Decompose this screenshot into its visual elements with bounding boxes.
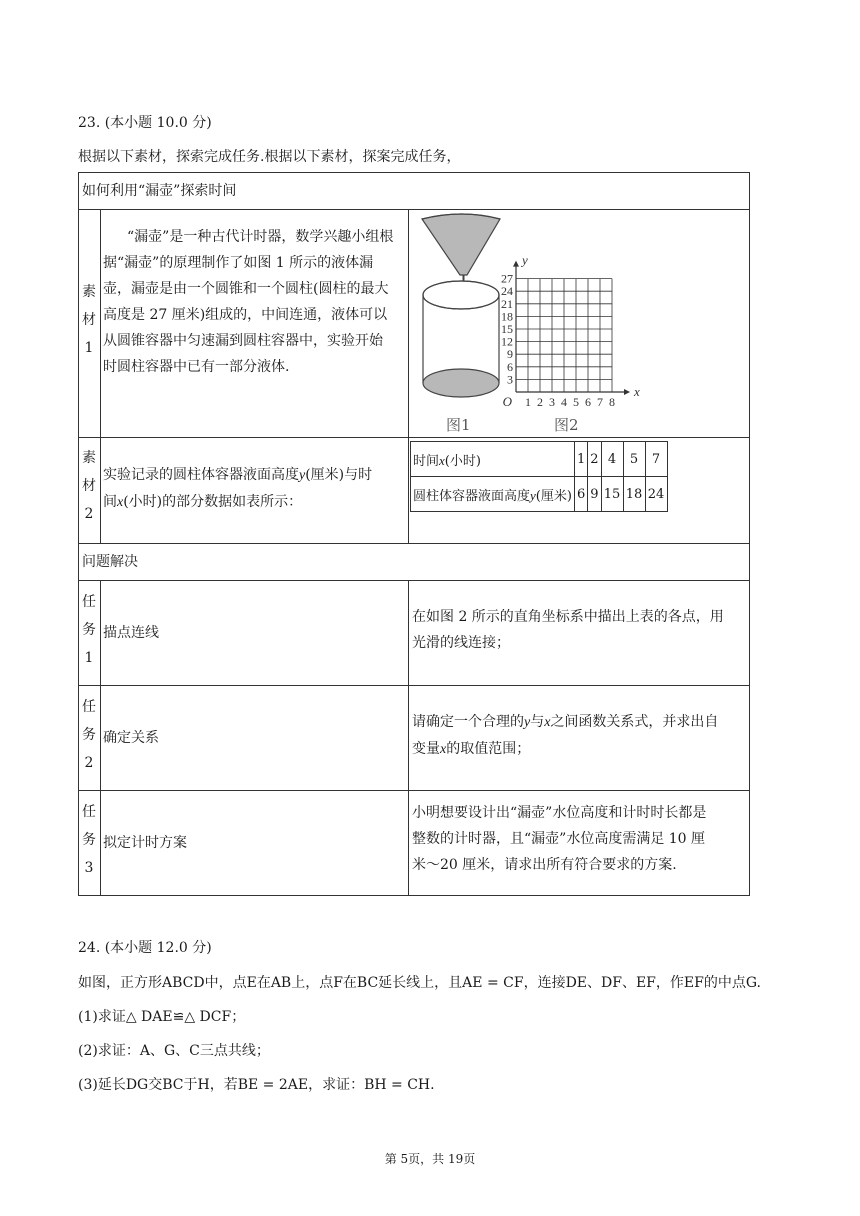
task2-label: 任 务 2 [82,699,96,771]
y-tick-label: 12 [501,334,513,349]
figure2-coordinate-grid [490,232,640,412]
cell-x4: 5 [623,442,645,477]
q24-stem: 如图，正方形ABCD中，点E在AB上，点F在BC延长线上，且AE = CF，连接DE、DF、EF，作EF的中点G. [78,975,761,991]
y-axis-label: y [522,252,528,268]
x-tick-label: 7 [597,395,603,409]
q24-header: 24. (本小题 12.0 分) [78,940,212,956]
y-tick-label: 27 [501,271,513,286]
cell-x2: 2 [588,442,601,477]
q23-intro: 根据以下素材，探索完成任务.根据以下素材，探案完成任务， [78,149,461,165]
q23-header: 23. (本小题 10.0 分) [78,115,212,131]
x-axis-label: x [634,384,640,399]
material2-text: 实验记录的圆柱体容器液面高度y(厘米)与时 间x(小时)的部分数据如表所示： [103,467,373,510]
table-title: 如何利用“漏壶”探索时间 [82,183,237,199]
cell-y5: 24 [645,477,667,512]
task1-name: 描点连线 [103,625,159,641]
cell-x1: 1 [574,442,587,477]
figure1-caption: 图1 [446,416,471,434]
problem-label: 问题解决 [82,554,138,570]
x-tick-label: 1 [525,395,531,409]
q24-part3: (3)延长DG交BC于H，若BE = 2AE，求证：BH = CH. [78,1077,435,1093]
y-tick-label: 3 [507,372,513,387]
material2-label: 素 材 2 [82,450,96,522]
y-tick-label: 9 [507,347,513,362]
cell-y4: 18 [623,477,645,512]
material1-text: “漏壶”是一种古代计时器，数学兴趣小组根 据“漏壶”的原理制作了如图 1 所示的液体漏 壶，漏壶是由一个圆锥和一个圆柱(圆柱的最大 高度是 27 厘米)组成的，中间连通，液体可以 从圆锥容器中匀速漏到圆柱容器中，实验开始 时圆柱容器中已有一部分液体. [103,229,394,375]
table-row-height [411,477,668,512]
y-tick-label: 24 [501,284,513,299]
cell-x5: 7 [645,442,667,477]
task2-desc: 请确定一个合理的y与x之间函数关系式，并求出自 变量x的取值范围； [412,714,719,757]
figure2-caption: 图2 [554,416,579,434]
task3-desc: 小明想要设计出“漏壶”水位高度和计时时长都是 整数的计时器，且“漏壶”水位高度需满足 10 厘 米～20 厘米，请求出所有符合要求的方案. [412,805,707,873]
table-row-time [411,442,668,477]
task3-name: 拟定计时方案 [103,835,187,851]
y-tick-label: 15 [501,322,513,336]
row-head-height: 圆柱体容器液面高度y(厘米) [411,477,575,512]
task1-desc: 在如图 2 所示的直角坐标系中描出上表的各点，用 光滑的线连接； [412,609,724,651]
page-footer: 第 5页，共 19页 [384,1152,476,1166]
x-tick-label: 3 [549,395,555,409]
x-tick-label: 2 [537,395,543,409]
material1-label: 素 材 1 [82,284,96,356]
cell-y2: 9 [588,477,601,512]
task2-name: 确定关系 [103,730,159,746]
cell-x3: 4 [601,442,623,477]
cell-y1: 6 [574,477,587,512]
origin-label: O [502,394,512,409]
task3-label: 任 务 3 [82,804,96,876]
x-tick-label: 6 [585,395,591,409]
y-tick-label: 21 [501,296,513,311]
materials-table [78,172,750,896]
cell-y3: 15 [601,477,623,512]
x-tick-label: 4 [561,395,567,409]
y-axis-arrow [513,261,519,267]
y-tick-label: 18 [501,309,513,324]
q24-part1: (1)求证△ DAE≌△ DCF； [78,1009,246,1025]
q24-part2: (2)求证：A、G、C三点共线； [78,1043,270,1059]
y-tick-label: 6 [507,359,513,374]
x-tick-label: 5 [573,395,579,409]
row-head-time: 时间x(小时) [411,442,575,477]
task1-label: 任 务 1 [82,594,96,666]
x-axis-arrow [624,389,630,395]
experiment-data-table [410,441,668,512]
x-tick-label: 8 [609,395,615,409]
